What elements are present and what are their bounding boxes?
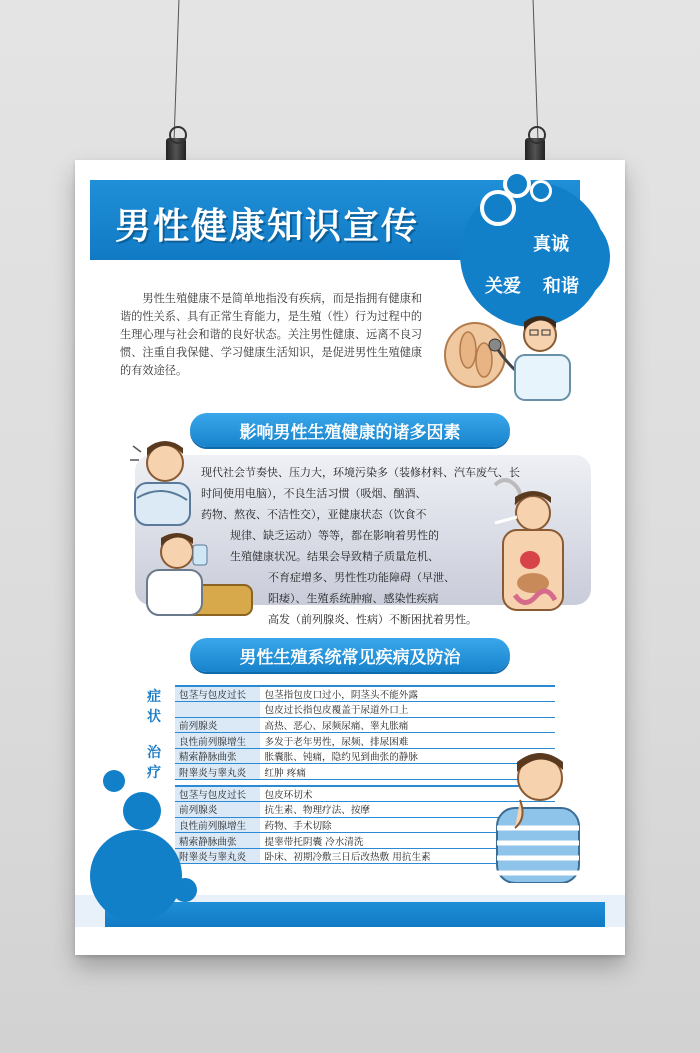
factor-line-4: 规律、缺乏运动）等等，都在影响着男性的 (230, 529, 439, 542)
table-row (175, 733, 555, 749)
table-row (175, 686, 555, 702)
disease-name (175, 702, 260, 718)
factor-line-1: 现代社会节奏快、压力大，环境污染多（装修材料、汽车废气、长 (201, 466, 520, 479)
section-heading-factors: 影响男性生殖健康的诸多因素 (190, 413, 510, 447)
treatment-desc: 药物、手术切除 (260, 817, 555, 833)
symptom-desc: 包皮过长指包皮覆盖于尿道外口上 (260, 702, 555, 718)
intro-paragraph: 男性生殖健康不是简单地指没有疾病，而是指拥有健康和谐的性关系、具有正常生育能力，是生殖（性）行为过程中的生理心理与社会和谐的良好状态。关注男性健康、远离不良习惯、注重自我保健、学习健康生活知识，是促进男性生殖健康的有效途径。 (120, 292, 423, 377)
doctor-illustration (440, 310, 575, 405)
treatment-label-char-2: 疗 (147, 765, 161, 781)
symptom-desc: 包茎指包皮口过小，阴茎头不能外露 (260, 686, 555, 702)
hanging-string-right (533, 0, 539, 140)
bottom-bubble-small-1 (103, 770, 125, 792)
treatment-desc: 卧床、初期冷敷三日后改热敷 用抗生素 (260, 848, 555, 864)
factor-line-7: 阳痿）、生殖系统肿瘤、感染性疾病 (268, 592, 439, 605)
treatment-desc: 抗生素、物理疗法、按摩 (260, 802, 555, 818)
bottom-bubble-mid (123, 792, 161, 830)
symptom-label-char-1: 症 (147, 689, 161, 705)
factor-line-2: 时间使用电脑），不良生活习惯（吸烟、酗酒、 (201, 487, 427, 500)
disease-name: 包茎与包皮过长 (175, 686, 260, 702)
disease-name: 精索静脉曲张 (175, 748, 260, 764)
disease-name: 良性前列腺增生 (175, 817, 260, 833)
factor-line-8: 高发（前列腺炎、性病）不断困扰着男性。 (268, 613, 477, 626)
bottom-bubble-large (90, 830, 182, 922)
factor-line-3: 药物、熬夜、不洁性交），亚健康状态（饮食不 (201, 508, 427, 521)
disease-name: 前列腺炎 (175, 802, 260, 818)
stressed-man-illustration (127, 438, 197, 528)
disease-name: 附睾炎与睾丸炎 (175, 848, 260, 864)
smoking-man-illustration (475, 475, 570, 615)
factor-line-5: 生殖健康状况。结果会导致精子质量危机、 (230, 550, 439, 563)
disease-name: 良性前列腺增生 (175, 733, 260, 749)
symptom-desc: 多发于老年男性，尿频、排尿困难 (260, 733, 555, 749)
slogan-care: 关爱 (485, 276, 521, 297)
thinking-man-illustration (485, 748, 585, 883)
slogan-sincere: 真诚 (533, 234, 569, 255)
bottom-bubble-small-2 (173, 878, 197, 902)
symptom-label-char-2: 状 (147, 709, 161, 725)
poster-title: 男性健康知识宣传 (115, 206, 420, 247)
bottom-bar (105, 902, 605, 927)
disease-name: 前列腺炎 (175, 717, 260, 733)
treatment-label (147, 743, 161, 783)
symptom-desc: 红肿 疼痛 (260, 764, 555, 780)
symptom-desc: 胀囊胀、钝痛，隐约见到曲张的静脉 (260, 748, 555, 764)
treatment-label-char-1: 治 (147, 745, 161, 761)
table-row (175, 717, 555, 733)
bubble-small-2 (503, 170, 531, 198)
drinking-man-illustration (127, 530, 257, 620)
table-row (175, 702, 555, 718)
symptom-desc: 高热、恶心、尿频尿痛、睾丸胀痛 (260, 717, 555, 733)
disease-name: 附睾炎与睾丸炎 (175, 764, 260, 780)
factor-line-6: 不育症增多、男性性功能障碍（早泄、 (268, 571, 455, 584)
disease-name: 包茎与包皮过长 (175, 786, 260, 802)
treatment-desc: 包皮环切术 (260, 786, 555, 802)
symptom-label (147, 687, 161, 727)
treatment-desc: 提睾带托阴囊 冷水清洗 (260, 833, 555, 849)
bubble-small-3 (530, 180, 552, 202)
section-heading-diseases: 男性生殖系统常见疾病及防治 (190, 638, 510, 672)
disease-name: 精索静脉曲张 (175, 833, 260, 849)
poster (75, 160, 625, 955)
hanging-string-left (174, 0, 180, 140)
slogan-harmony: 和谐 (543, 276, 579, 297)
